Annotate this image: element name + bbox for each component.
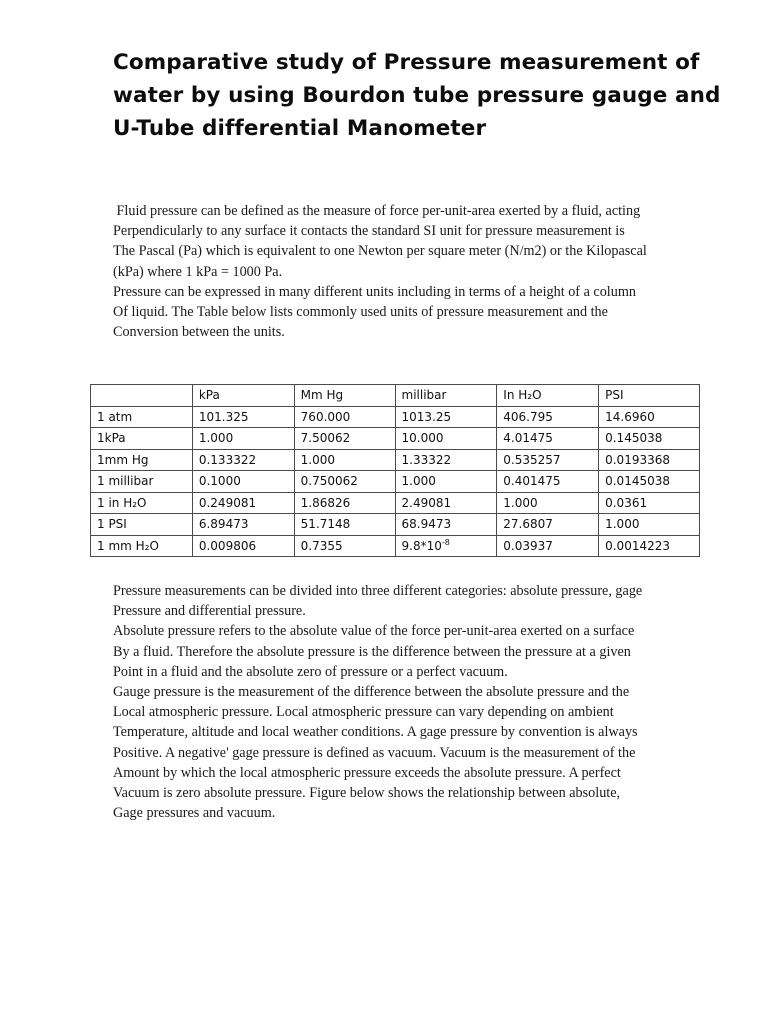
title-line: Comparative study of Pressure measurement of	[113, 50, 700, 75]
text-line: Temperature, altitude and local weather conditions. A gage pressure by convention is always	[113, 724, 638, 741]
table-cell: 406.795	[497, 406, 599, 428]
table-cell: 0.1000	[192, 471, 294, 493]
pressure-units-table	[90, 384, 700, 557]
text-line: Pressure and differential pressure.	[113, 603, 306, 620]
row-label: 1 mm H₂O	[91, 535, 193, 557]
table-row	[91, 535, 700, 557]
row-label: 1 atm	[91, 406, 193, 428]
column-header	[91, 385, 193, 407]
text-line: (kPa) where 1 kPa = 1000 Pa.	[113, 263, 283, 280]
table-cell: 0.0361	[599, 492, 700, 514]
text-line: Of liquid. The Table below lists commonly used units of pressure measurement and the	[113, 304, 608, 321]
table-cell: 0.0145038	[599, 471, 700, 493]
table-cell: 1.000	[192, 428, 294, 450]
pressure-categories-paragraph	[113, 581, 713, 823]
row-label: 1kPa	[91, 428, 193, 450]
table-cell: 68.9473	[395, 514, 497, 536]
title-line: water by using Bourdon tube pressure gauge and	[113, 83, 721, 108]
table-cell: 101.325	[192, 406, 294, 428]
table-row	[91, 492, 700, 514]
column-header: Mm Hg	[294, 385, 395, 407]
column-header: millibar	[395, 385, 497, 407]
scientific-value: 9.8*10	[401, 538, 442, 553]
table-cell: 0.535257	[497, 449, 599, 471]
exponent: -8	[441, 537, 450, 547]
table-cell: 1.000	[599, 514, 700, 536]
table-cell: 2.49081	[395, 492, 497, 514]
column-header: PSI	[599, 385, 700, 407]
table-row	[91, 406, 700, 428]
text-line: Conversion between the units.	[113, 324, 285, 341]
table-cell: 0.0193368	[599, 449, 700, 471]
table-cell: 0.133322	[192, 449, 294, 471]
table-cell: 0.7355	[294, 535, 395, 557]
table-cell: 4.01475	[497, 428, 599, 450]
table-cell: 1.000	[395, 471, 497, 493]
table-cell: 0.750062	[294, 471, 395, 493]
text-line: Amount by which the local atmospheric pressure exceeds the absolute pressure. A perfect	[113, 764, 621, 781]
table-cell	[395, 535, 497, 557]
table-cell: 27.6807	[497, 514, 599, 536]
table-cell: 7.50062	[294, 428, 395, 450]
title-line: U-Tube differential Manometer	[113, 116, 487, 141]
intro-paragraph	[113, 201, 713, 342]
table-cell: 0.009806	[192, 535, 294, 557]
table-cell: 0.401475	[497, 471, 599, 493]
text-line: The Pascal (Pa) which is equivalent to one Newton per square meter (N/m2) or the Kilopascal	[113, 243, 647, 260]
text-line: Pressure measurements can be divided into three different categories: absolute pressure, gage	[113, 583, 643, 599]
row-label: 1mm Hg	[91, 449, 193, 471]
text-line: Local atmospheric pressure. Local atmospheric pressure can vary depending on ambient	[113, 704, 614, 721]
table-cell: 1013.25	[395, 406, 497, 428]
text-line: Absolute pressure refers to the absolute value of the force per-unit-area exerted on a surface	[113, 623, 635, 640]
row-label: 1 PSI	[91, 514, 193, 536]
table-cell: 760.000	[294, 406, 395, 428]
table-header-row	[91, 385, 700, 407]
table-cell: 0.145038	[599, 428, 700, 450]
table-cell: 1.000	[497, 492, 599, 514]
document-title	[113, 46, 733, 145]
text-line: Vacuum is zero absolute pressure. Figure below shows the relationship between absolute,	[113, 785, 621, 802]
column-header: kPa	[192, 385, 294, 407]
text-line: Point in a fluid and the absolute zero of pressure or a perfect vacuum.	[113, 663, 508, 680]
table-row	[91, 449, 700, 471]
text-line: Fluid pressure can be defined as the measure of force per-unit-area exerted by a fluid, acting	[113, 203, 641, 219]
row-label: 1 millibar	[91, 471, 193, 493]
table-row	[91, 471, 700, 493]
text-line: Gage pressures and vacuum.	[113, 805, 276, 822]
table-cell: 10.000	[395, 428, 497, 450]
row-label: 1 in H₂O	[91, 492, 193, 514]
table-row	[91, 514, 700, 536]
table-cell: 1.33322	[395, 449, 497, 471]
text-line: Gauge pressure is the measurement of the difference between the absolute pressure and the	[113, 684, 630, 701]
table-cell: 6.89473	[192, 514, 294, 536]
text-line: Positive. A negative' gage pressure is defined as vacuum. Vacuum is the measurement of the	[113, 744, 636, 761]
table-cell: 0.249081	[192, 492, 294, 514]
table-cell: 0.0014223	[599, 535, 700, 557]
table-row	[91, 428, 700, 450]
column-header: In H₂O	[497, 385, 599, 407]
text-line: Perpendicularly to any surface it contacts the standard SI unit for pressure measurement is	[113, 223, 625, 240]
table-cell: 0.03937	[497, 535, 599, 557]
table-cell: 51.7148	[294, 514, 395, 536]
text-line: Pressure can be expressed in many different units including in terms of a height of a column	[113, 283, 636, 300]
table-cell: 14.6960	[599, 406, 700, 428]
table-cell: 1.86826	[294, 492, 395, 514]
text-line: By a fluid. Therefore the absolute pressure is the difference between the pressure at a given	[113, 643, 631, 660]
table-cell: 1.000	[294, 449, 395, 471]
